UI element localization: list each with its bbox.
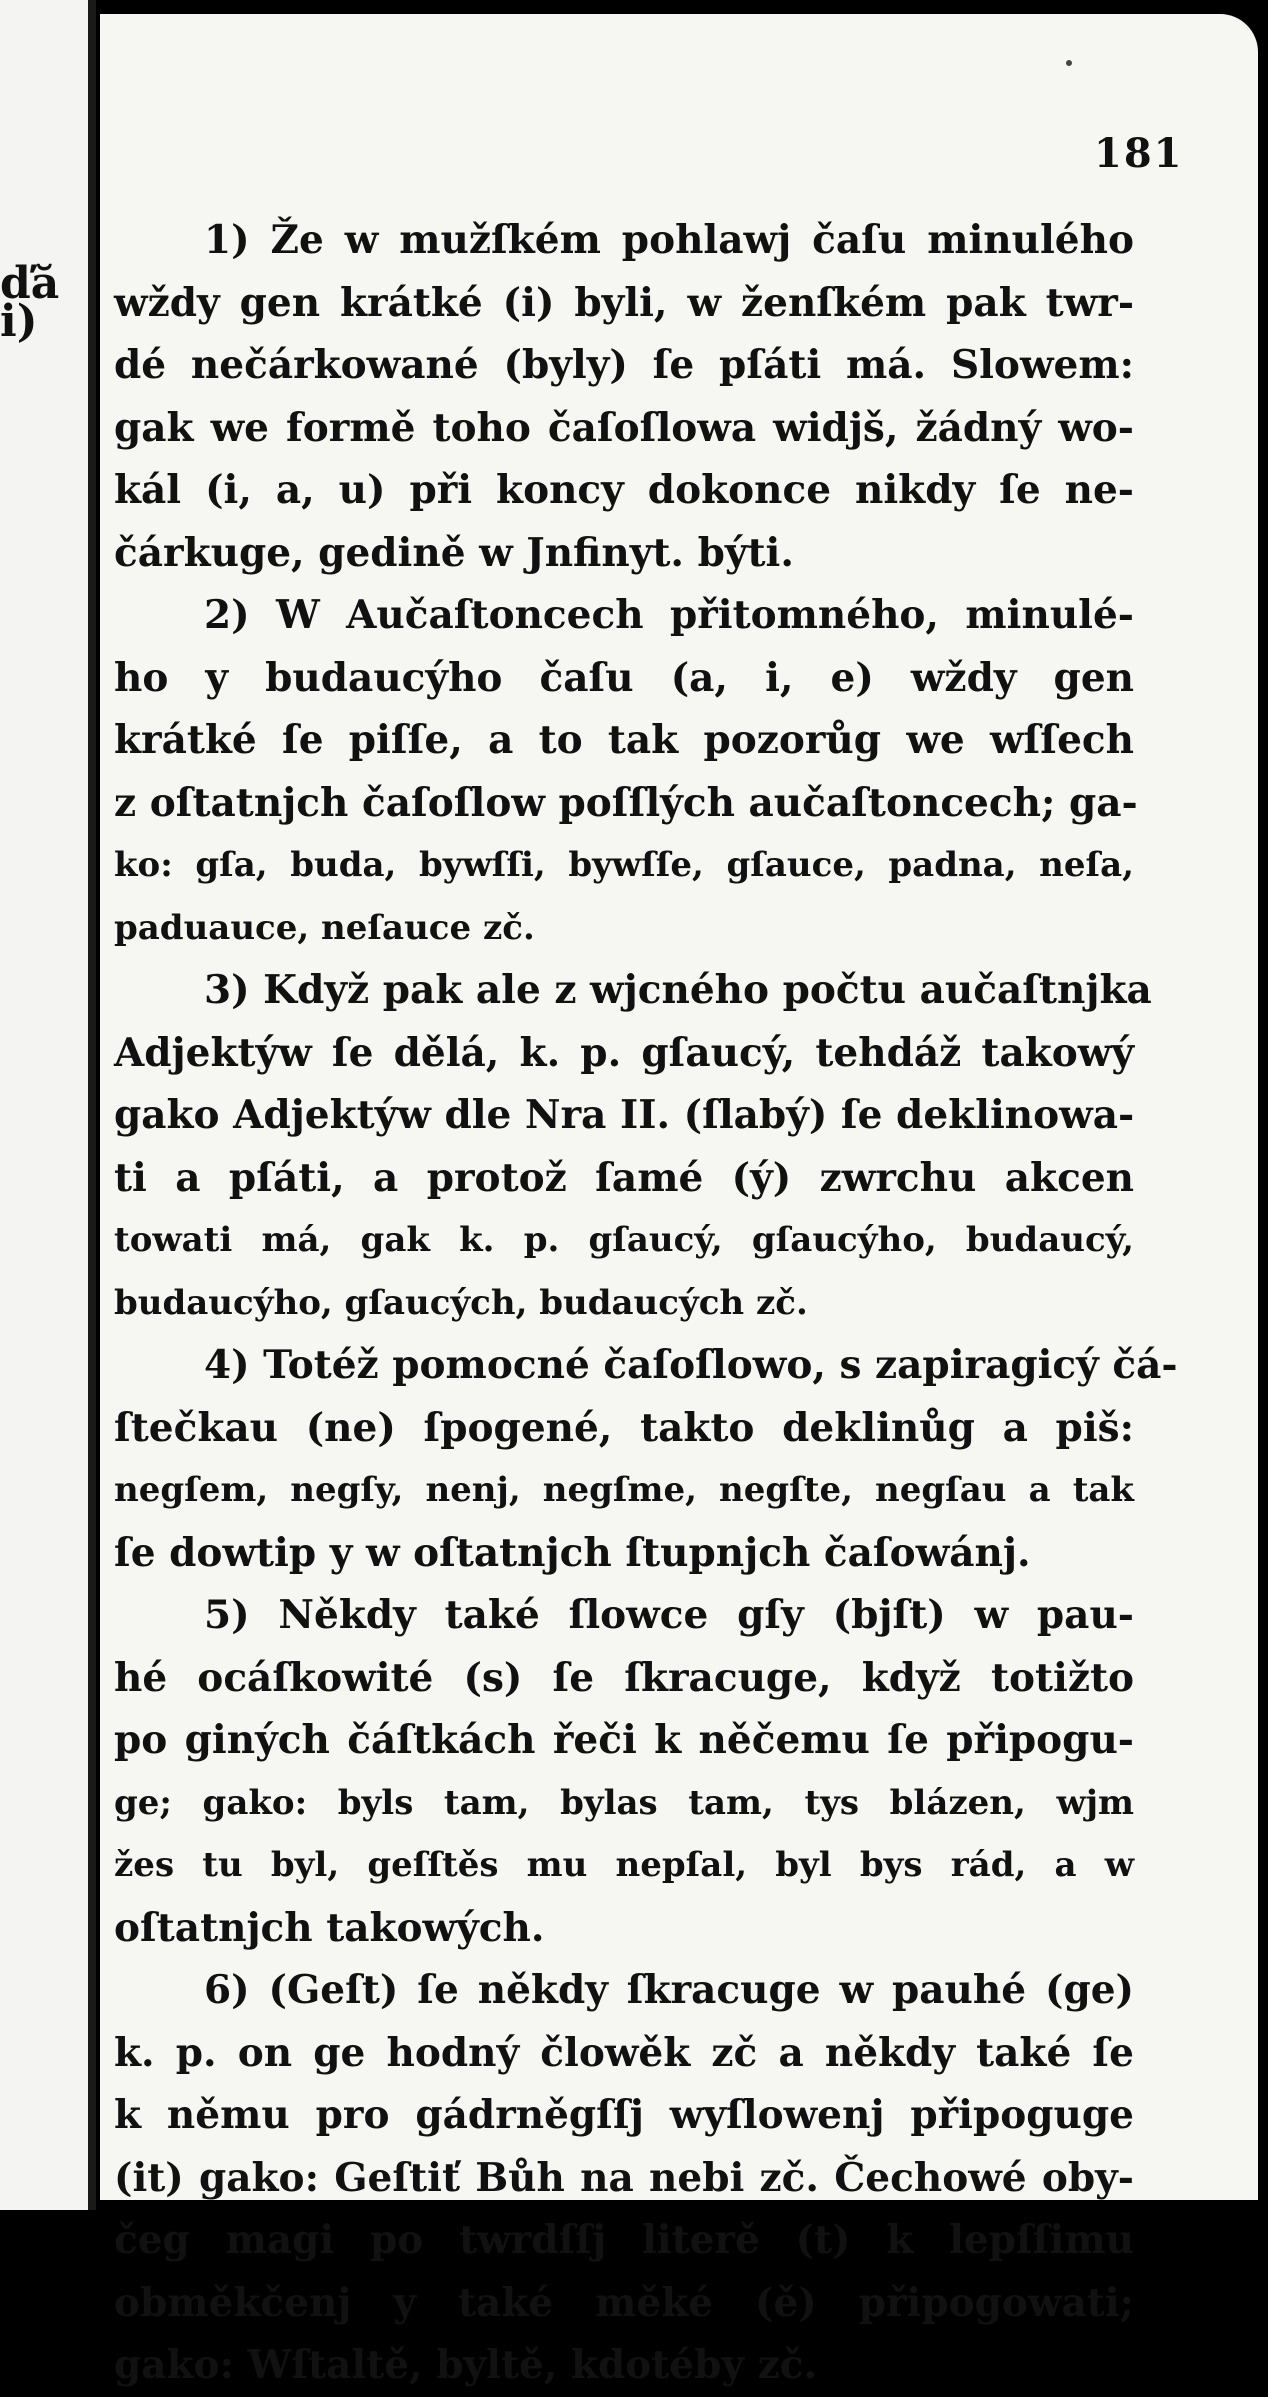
text-line: ſtečkau (ne) ſpogené, takto deklinůg a piš: xyxy=(114,1404,1134,1451)
previous-page-fragment-1: ďă xyxy=(0,258,60,309)
text-line: paduauce, neſauce zč. xyxy=(114,907,535,948)
page-text xyxy=(114,209,1178,2397)
text-line: ſe dowtip y w oſtatnjch ſtupnjch čaſowánj. xyxy=(114,1529,1031,1576)
text-line: budaucýho, gſaucých, budaucých zč. xyxy=(114,1282,808,1323)
text-line: 3) Když pak ale z wjcného počtu aučaſtnjka xyxy=(204,967,1152,1013)
text-line: oſtatnjch takowých. xyxy=(114,1904,545,1951)
book-page xyxy=(100,14,1258,2388)
text-line: (it) gako: Geſtiť Bůh na nebi zč. Čechowé oby- xyxy=(114,2154,1134,2201)
text-line: k němu pro gádrněgſſj wyſlowenj připoguge xyxy=(114,2092,1134,2138)
previous-page-fragment-2: i) xyxy=(0,296,38,347)
text-line: 6) (Geſt) ſe někdy ſkracuge w pauhé (ge) xyxy=(204,1967,1134,2013)
text-line: hé ocáſkowité (s) ſe ſkracuge, když totižto xyxy=(114,1654,1134,1701)
page-number: 181 xyxy=(1094,130,1184,177)
ink-speck xyxy=(1066,60,1072,66)
text-line: krátké ſe piſſe, a to tak pozorůg we wſſech xyxy=(114,717,1134,763)
text-line: po giných čáſtkách řeči k něčemu ſe připogu- xyxy=(114,1717,1134,1763)
text-line: 5) Někdy také ſlowce gſy (bjſt) w pau- xyxy=(204,1592,1134,1638)
text-line: ho y budaucýho čaſu (a, i, e) wždy gen xyxy=(114,654,1134,701)
text-line: žes tu byl, geſſtěs mu nepſal, byl bys rád, a w xyxy=(114,1845,1134,1885)
text-line: kál (i, a, u) při koncy dokonce nikdy ſe ne- xyxy=(114,467,1134,513)
text-line: ko: gſa, buda, bywſſi, bywſſe, gſauce, padna, neſa, xyxy=(114,845,1134,885)
previous-page-edge xyxy=(0,0,96,2210)
text-line: ge; gako: byls tam, bylas tam, tys blázen, wjm xyxy=(114,1782,1134,1823)
text-line: gako Adjektýw dle Nra II. (ſlabý) ſe deklinowa- xyxy=(114,1092,1135,1138)
text-line: 2) W Aučaſtoncech přitomného, minulé- xyxy=(204,592,1134,638)
text-line: dé nečárkowané (byly) ſe pſáti má. Slowem: xyxy=(114,342,1134,388)
page-gutter xyxy=(88,0,96,2210)
text-line: ti a pſáti, a protož ſamé (ý) zwrchu akcen xyxy=(114,1154,1134,1201)
text-line: 4) Totéž pomocné čaſoſlowo, s zapiragicý čá- xyxy=(204,1342,1178,1388)
text-line: čeg magi po twrdſſj literě (t) k lepſſimu xyxy=(114,2217,1134,2263)
text-line: obměkčenj y také měké (ě) připogowati; xyxy=(114,2279,1134,2326)
text-line: gako: Wſtaltě, byltě, kdotéby zč. xyxy=(114,2342,818,2388)
text-line: k. p. on ge hodný člowěk zč a někdy také ſe xyxy=(114,2029,1134,2076)
text-line: negſem, negſy, nenj, negſme, negſte, negſau a tak xyxy=(114,1470,1134,1510)
text-line: z oſtatnjch čaſoſlow poſſlých aučaſtoncech; ga- xyxy=(114,779,1138,826)
text-line: gak we formě toho čaſoſlowa widjš, žádný wo- xyxy=(114,404,1134,451)
text-line: čárkuge, gedině w Jnfinyt. býti. xyxy=(114,529,794,576)
text-line: Adjektýw ſe dělá, k. p. gſaucý, tehdáž takowý xyxy=(114,1029,1134,1076)
text-line: wždy gen krátké (i) byli, w ženſkém pak twr- xyxy=(114,279,1134,326)
text-line: towati má, gak k. p. gſaucý, gſaucýho, budaucý, xyxy=(114,1220,1134,1260)
text-line: 1) Že w mužſkém pohlawj čaſu minulého xyxy=(204,217,1134,263)
